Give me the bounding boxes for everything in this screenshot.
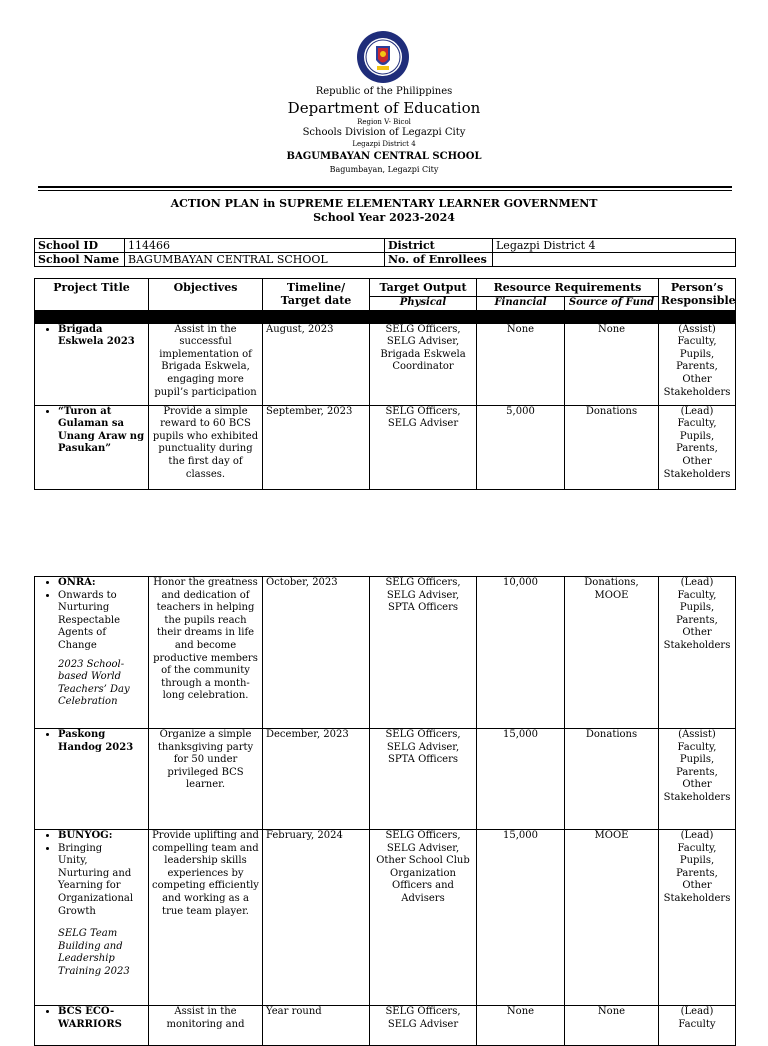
header-republic: Republic of the Philippines: [315, 86, 453, 97]
persons-cell: (Lead) Faculty, Pupils, Parents, Other Stakeholders: [659, 577, 736, 729]
project-title-cell: [35, 323, 149, 405]
header-division: Schools Division of Legazpi City: [302, 127, 466, 138]
financial-cell: 5,000: [477, 405, 565, 489]
acronym-line: • Onwards to: [58, 590, 145, 603]
project-description: 2023 School-based World Teachers’ Day Celebration: [58, 658, 130, 708]
timeline-cell: August, 2023: [263, 323, 370, 405]
col-objectives: Objectives: [149, 279, 263, 311]
objective-cell: Honor the greatness and dedication of teachers in helping the pupils reach their dreams in life and become productive members of the community through a month-long celebration.: [149, 577, 263, 729]
output-cell: SELG Officers, SELG Adviser: [370, 405, 477, 489]
table-row: [35, 323, 736, 405]
acronym-line: Nurturing: [58, 602, 110, 614]
col-source-of-fund: Source of Fund: [565, 297, 659, 311]
persons-cell: (Lead) Faculty, Pupils, Parents, Other Stakeholders: [659, 830, 736, 1006]
source-cell: Donations: [565, 405, 659, 489]
col-financial: Financial: [477, 297, 565, 311]
project-title-cell: [35, 1006, 149, 1046]
persons-cell: (Assist) Faculty, Pupils, Parents, Other Stakeholders: [659, 323, 736, 405]
source-cell: Donations: [565, 729, 659, 830]
objective-cell: Assist in the monitoring and: [149, 1006, 263, 1046]
acronym-line: • Bringing: [58, 843, 145, 856]
header-address: Bagumbayan, Legazpi City: [329, 165, 439, 174]
table-row: [35, 729, 736, 830]
table-row: [35, 830, 736, 1006]
col-resource-requirements: Resource Requirements: [477, 279, 659, 297]
school-name-label: School Name: [35, 253, 125, 267]
enrollees-label: No. of Enrollees: [385, 253, 493, 267]
project-title: • ONRA:: [58, 577, 145, 590]
source-cell: None: [565, 323, 659, 405]
table-header-row: [35, 279, 736, 297]
timeline-cell: October, 2023: [263, 577, 370, 729]
header-school: BAGUMBAYAN CENTRAL SCHOOL: [286, 151, 482, 162]
timeline-cell: December, 2023: [263, 729, 370, 830]
project-title-cell: [35, 729, 149, 830]
project-title: • “Turon at Gulaman sa Unang Araw ng Pasukan”: [58, 406, 145, 456]
timeline-cell: February, 2024: [263, 830, 370, 1006]
financial-cell: 15,000: [477, 830, 565, 1006]
table-black-bar: [35, 310, 736, 323]
persons-cell: (Assist) Faculty, Pupils, Parents, Other Stakeholders: [659, 729, 736, 830]
acronym-line: Change: [58, 639, 97, 651]
timeline-cell: Year round: [263, 1006, 370, 1046]
district-label: District: [385, 239, 493, 253]
document-title: ACTION PLAN in SUPREME ELEMENTARY LEARNER GOVERNMENT: [170, 197, 598, 210]
financial-cell: 15,000: [477, 729, 565, 830]
school-id-label: School ID: [35, 239, 125, 253]
district-value: Legazpi District 4: [493, 239, 736, 253]
project-description: SELG Team Building and Leadership Training 2023: [58, 928, 130, 977]
enrollees-value: [493, 253, 736, 267]
output-cell: SELG Officers, SELG Adviser: [370, 1006, 477, 1046]
header-divider-thin: [38, 190, 732, 191]
col-target-output: Target Output: [370, 279, 477, 297]
objective-cell: Provide a simple reward to 60 BCS pupils who exhibited punctuality during the first day of classes.: [149, 405, 263, 489]
col-project-title: Project Title: [35, 279, 149, 311]
financial-cell: None: [477, 1006, 565, 1046]
output-cell: SELG Officers, SELG Adviser, SPTA Officers: [370, 577, 477, 729]
header-district: Legazpi District 4: [352, 140, 416, 148]
project-title: • Brigada Eskwela 2023: [58, 324, 145, 349]
acronym-line: Organizational: [58, 892, 134, 904]
persons-cell: (Lead) Faculty, Pupils, Parents, Other Stakeholders: [659, 405, 736, 489]
project-title: • BCS ECO-WARRIORS: [58, 1006, 145, 1031]
header-region: Region V- Bicol: [357, 118, 411, 126]
timeline-cell: September, 2023: [263, 405, 370, 489]
school-info-table: [34, 238, 736, 267]
objective-cell: Assist in the successful implementation of Brigada Eskwela, engaging more pupil’s participation: [149, 323, 263, 405]
output-cell: SELG Officers, SELG Adviser, Other School Club Organization Officers and Advisers: [370, 830, 477, 1006]
persons-cell: (Lead) Faculty: [659, 1006, 736, 1046]
financial-cell: None: [477, 323, 565, 405]
acronym-list: [38, 830, 145, 855]
action-plan-table-continued: [34, 576, 736, 1046]
col-timeline: Timeline/ Target date: [263, 279, 370, 311]
output-cell: SELG Officers, SELG Adviser, SPTA Officers: [370, 729, 477, 830]
financial-cell: 10,000: [477, 577, 565, 729]
info-row: [35, 253, 736, 267]
source-cell: MOOE: [565, 830, 659, 1006]
objective-cell: Organize a simple thanksgiving party for 50 under privileged BCS learner.: [149, 729, 263, 830]
table-row: [35, 1006, 736, 1046]
info-row: [35, 239, 736, 253]
table-row: [35, 405, 736, 489]
school-name-value: BAGUMBAYAN CENTRAL SCHOOL: [125, 253, 385, 267]
header-department: Department of Education: [287, 99, 481, 117]
acronym-line: Unity,: [58, 855, 88, 867]
action-plan-table: [34, 278, 736, 490]
project-title-cell: [35, 577, 149, 729]
header-divider: [38, 186, 732, 188]
acronym-list: [38, 577, 145, 602]
table-row: [35, 577, 736, 729]
project-title: • BUNYOG:: [58, 830, 145, 843]
output-cell: SELG Officers, SELG Adviser, Brigada Eskwela Coordinator: [370, 323, 477, 405]
project-title-cell: [35, 405, 149, 489]
acronym-line: Growth: [58, 905, 96, 917]
col-physical: Physical: [370, 297, 477, 311]
deped-seal-logo: [356, 30, 410, 84]
col-persons-responsible: Person’s Responsible: [659, 279, 736, 311]
objective-cell: Provide uplifting and compelling team and leadership skills experiences by competing efficiently and working as a true team player.: [149, 830, 263, 1006]
acronym-lines: [38, 602, 145, 709]
acronym-line: Agents of: [58, 627, 107, 639]
source-cell: Donations, MOOE: [565, 577, 659, 729]
acronym-line: Respectable: [58, 614, 120, 626]
acronym-line: Yearning for: [58, 880, 121, 892]
acronym-lines: [38, 855, 145, 978]
source-cell: None: [565, 1006, 659, 1046]
project-title-cell: [35, 830, 149, 1006]
project-title: • Paskong Handog 2023: [58, 729, 145, 754]
school-year: School Year 2023-2024: [313, 211, 455, 224]
acronym-line: Nurturing and: [58, 867, 132, 879]
school-id-value: 114466: [125, 239, 385, 253]
